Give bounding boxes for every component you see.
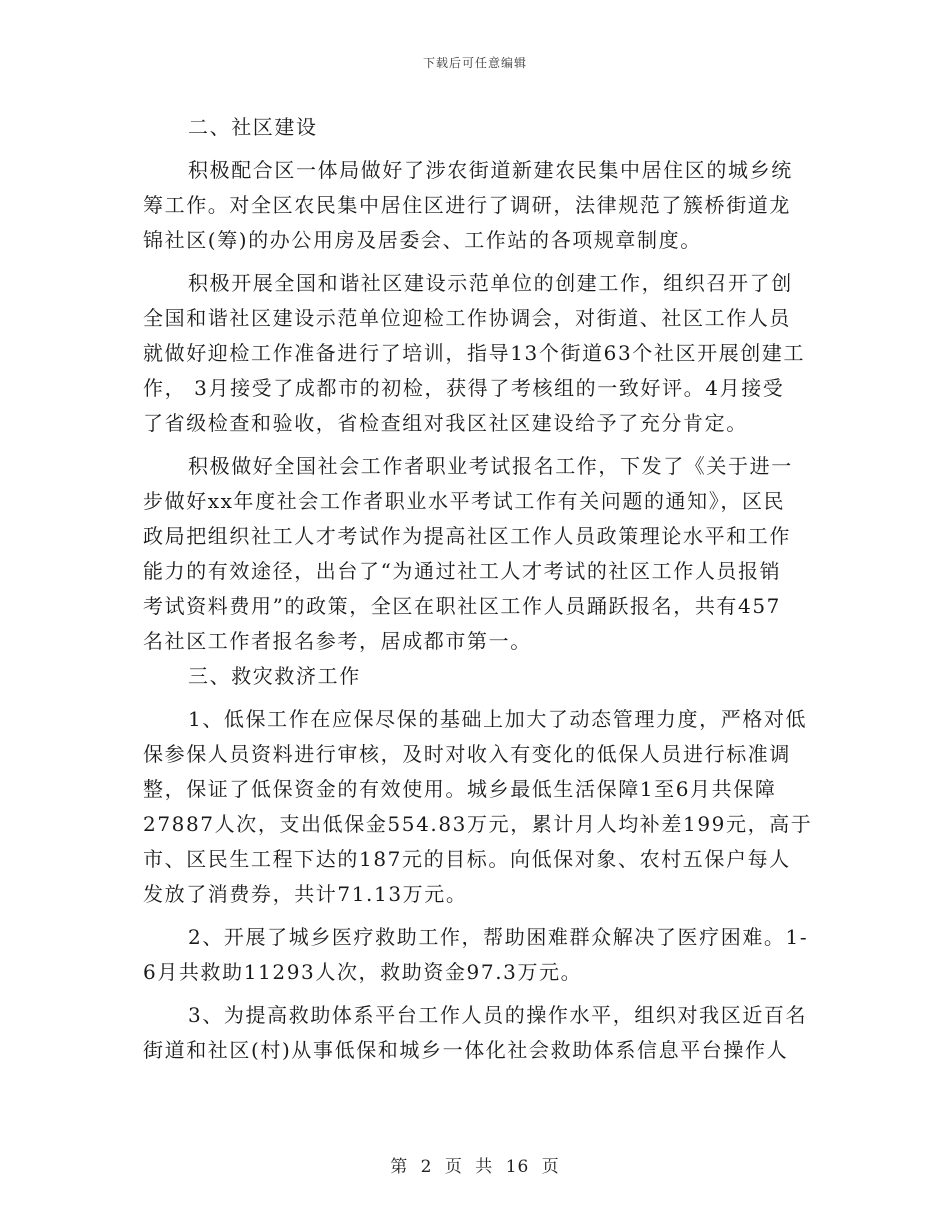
text-line: 发放了消费券，共计71.13万元。 bbox=[143, 882, 468, 906]
text-line: 积极开展全国和谐社区建设示范单位的创建工作，组织召开了创 bbox=[188, 271, 793, 295]
paragraph-relief-2 bbox=[143, 920, 809, 990]
text-line: 2、开展了城乡医疗救助工作，帮助困难群众解决了医疗困难。1- bbox=[188, 925, 809, 949]
text-line: 就做好迎检工作准备进行了培训，指导13个街道63个社区开展创建工 bbox=[143, 341, 806, 365]
text-line: 筹工作。对全区农民集中居住区进行了调研，法律规范了簇桥街道龙 bbox=[143, 193, 791, 217]
text-line: 了省级检查和验收，省检查组对我区社区建设给予了充分肯定。 bbox=[143, 411, 748, 435]
text-line: 积极配合区一体局做好了涉农街道新建农民集中居住区的城乡统 bbox=[188, 158, 793, 182]
paragraph-community-3 bbox=[143, 449, 803, 659]
text-line: 全国和谐社区建设示范单位迎检工作协调会，对街道、社区工作人员 bbox=[143, 306, 791, 330]
text-line: 锦社区(筹)的办公用房及居委会、工作站的各项规章制度。 bbox=[143, 228, 702, 252]
text-line: 考试资料费用”的政策，全区在职社区工作人员踊跃报名，共有457 bbox=[143, 594, 781, 618]
section-heading-relief bbox=[143, 659, 803, 694]
text-line: 政局把组织社工人才考试作为提高社区工作人员政策理论水平和工作 bbox=[143, 524, 791, 548]
text-line: 作， 3月接受了成都市的初检，获得了考核组的一致好评。4月接受 bbox=[143, 376, 785, 400]
paragraph-community-2 bbox=[143, 266, 806, 441]
paragraph-relief-1 bbox=[143, 702, 813, 912]
paragraph-relief-3 bbox=[143, 998, 808, 1068]
paragraph-community-1 bbox=[143, 153, 803, 258]
text-line: 积极做好全国社会工作者职业考试报名工作，下发了《关于进一 bbox=[188, 454, 793, 478]
page-number: 第 2 页 共 16 页 bbox=[390, 1157, 560, 1177]
text-line: 名社区工作者报名参考，居成都市第一。 bbox=[143, 629, 532, 653]
text-line: 整，保证了低保资金的有效使用。城乡最低生活保障1至6月共保障 bbox=[143, 777, 777, 801]
text-line: 3、为提高救助体系平台工作人员的操作水平，组织对我区近百名 bbox=[188, 1003, 808, 1027]
page-header-note: 下载后可任意编辑 bbox=[422, 56, 527, 70]
text-line: 1、低保工作在应保尽保的基础上加大了动态管理力度，严格对低 bbox=[188, 707, 808, 731]
text-line: 27887人次，支出低保金554.83万元，累计月人均补差199元，高于 bbox=[143, 812, 813, 836]
heading-line: 二、社区建设 bbox=[188, 115, 318, 139]
text-line: 6月共救助11293人次，救助资金97.3万元。 bbox=[143, 960, 583, 984]
text-line: 街道和社区(村)从事低保和城乡一体化社会救助体系信息平台操作人 bbox=[143, 1038, 789, 1062]
heading-line: 三、救灾救济工作 bbox=[188, 664, 361, 688]
text-line: 市、区民生工程下达的187元的目标。向低保对象、农村五保户每人 bbox=[143, 847, 791, 871]
text-line: 保参保人员资料进行审核，及时对收入有变化的低保人员进行标准调 bbox=[143, 742, 791, 766]
section-heading-community bbox=[143, 110, 803, 145]
text-line: 能力的有效途径，出台了“为通过社工人才考试的社区工作人员报销 bbox=[143, 559, 782, 583]
text-line: 步做好xx年度社会工作者职业水平考试工作有关问题的通知》，区民 bbox=[143, 489, 786, 513]
document-body bbox=[143, 110, 813, 1068]
